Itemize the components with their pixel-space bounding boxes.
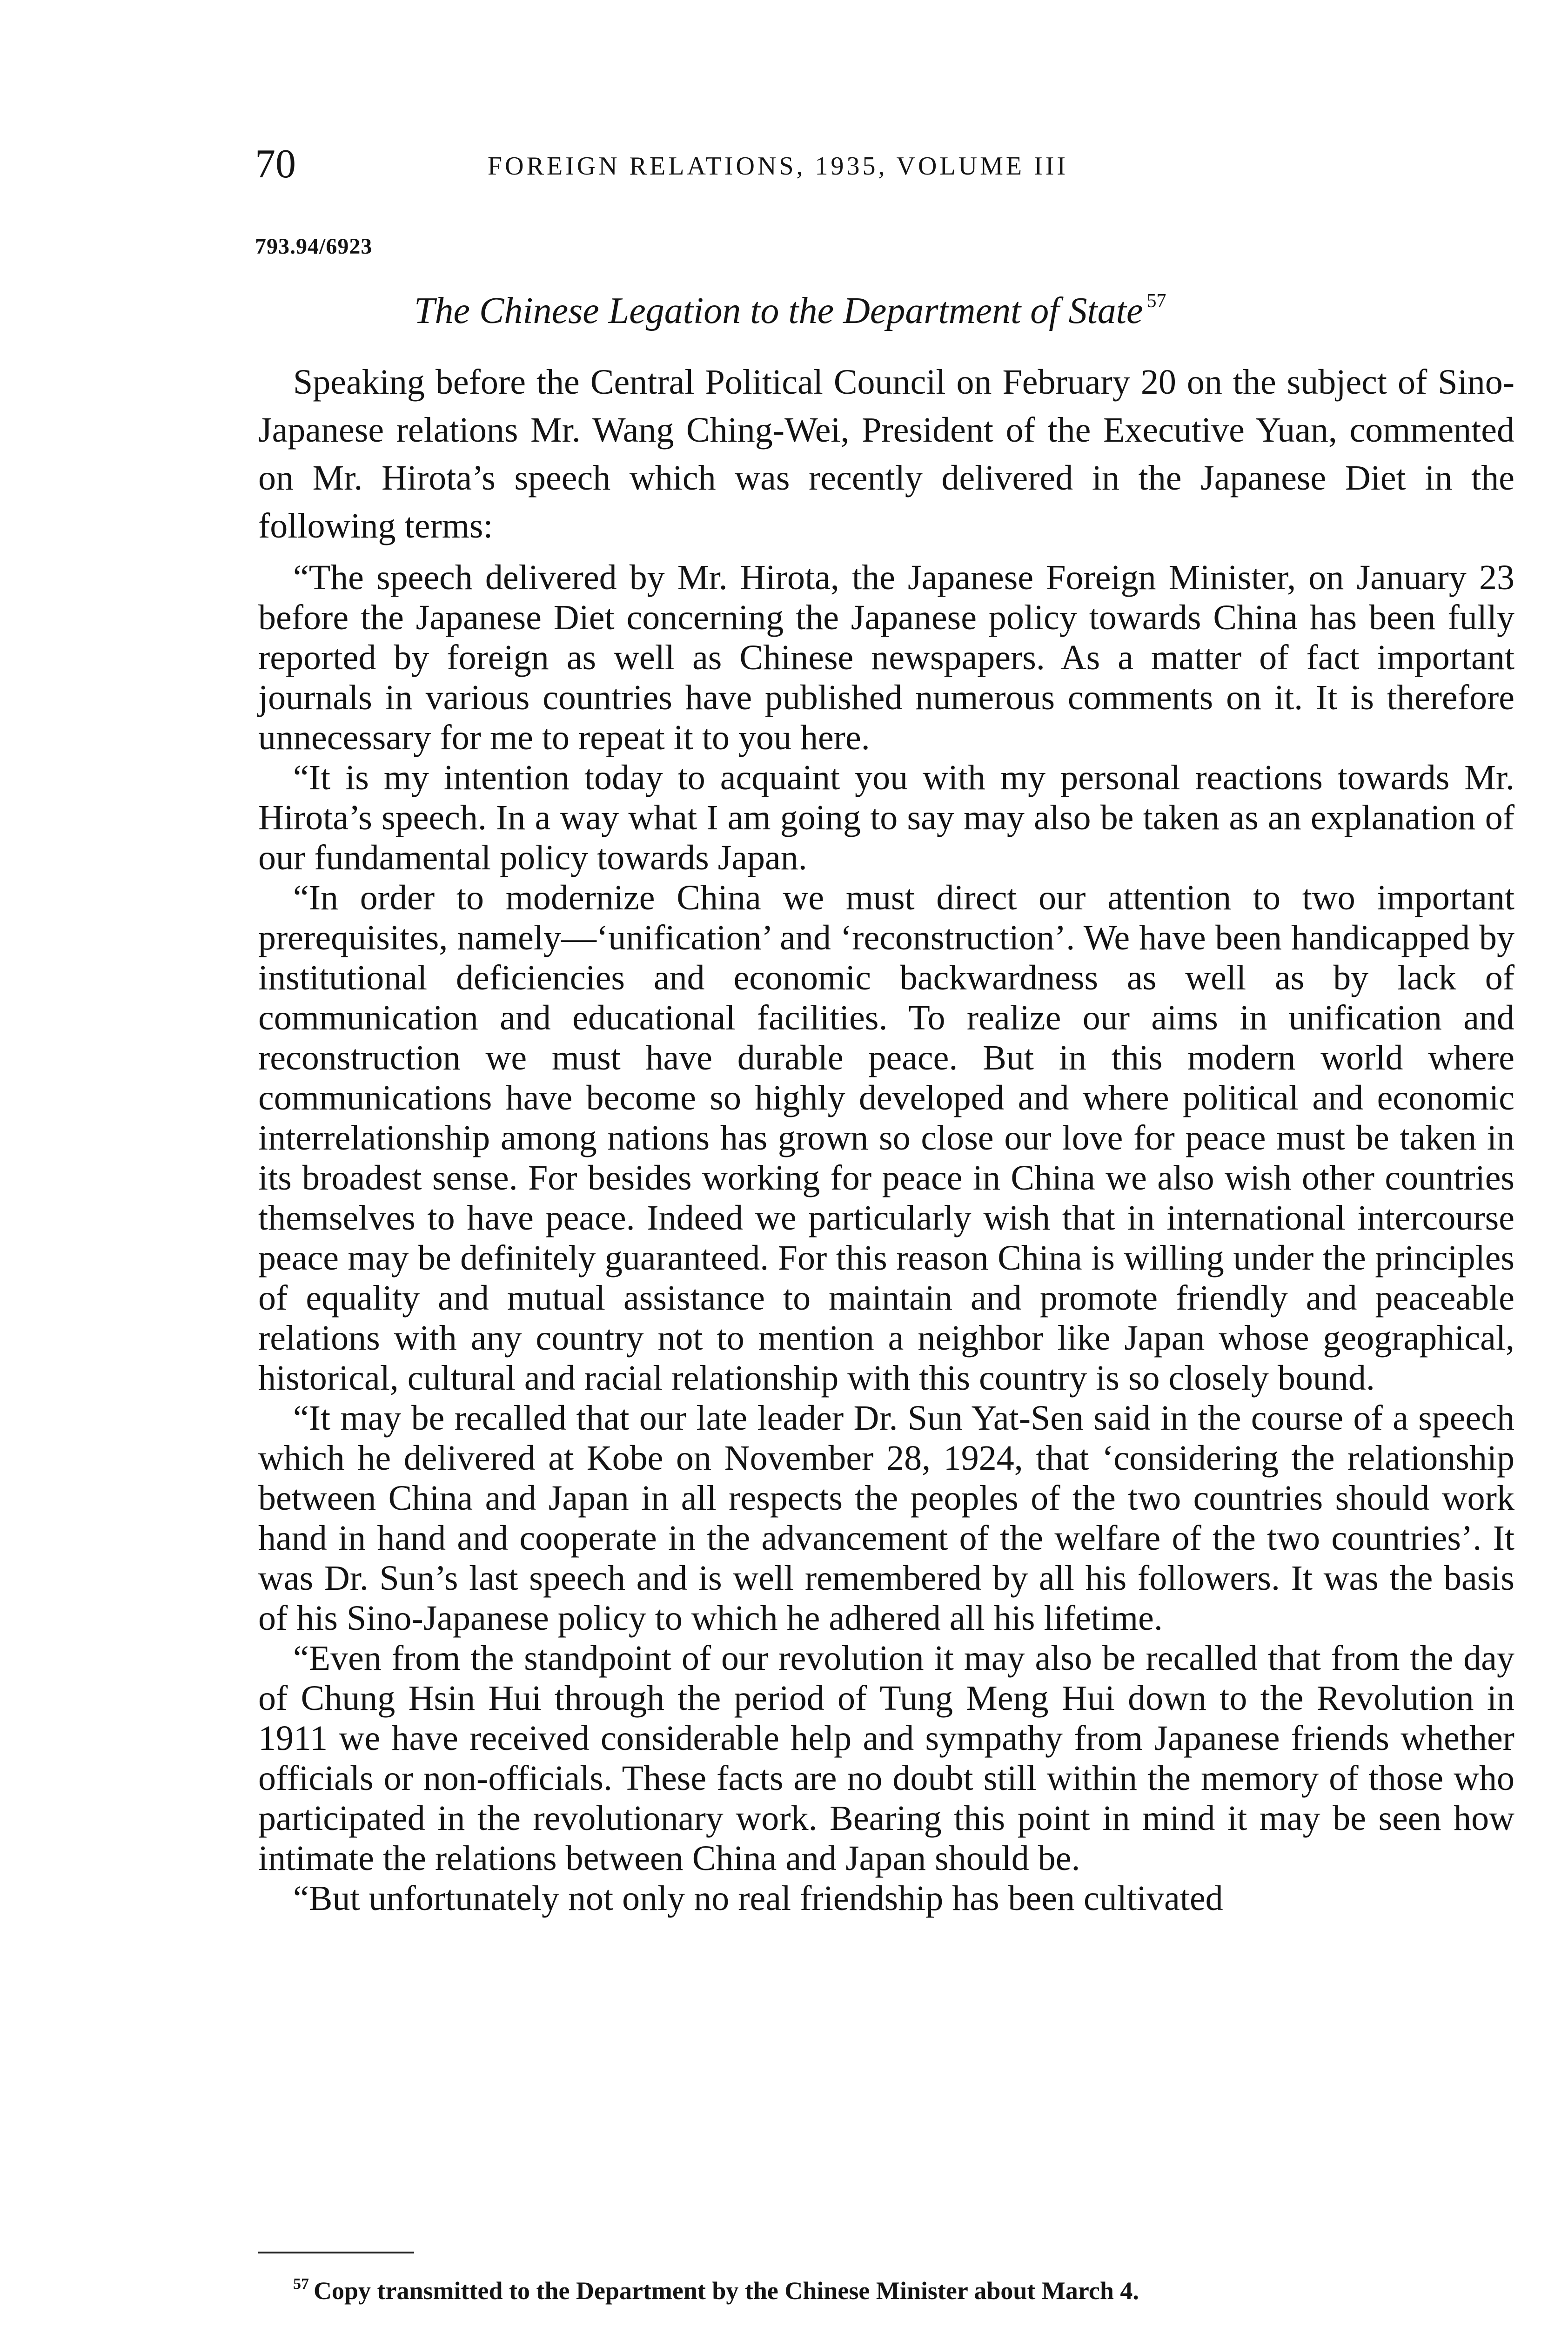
footnote xyxy=(293,2266,1139,2309)
document-title xyxy=(414,276,1166,336)
footnote-text: Copy transmitted to the Department by the Chinese Minister about March 4. xyxy=(314,2277,1139,2305)
quote-paragraph-6: “But unfortunately not only no real friendship has been cultivated xyxy=(293,1879,1223,1918)
footnote-reference: 57 xyxy=(1146,290,1166,312)
quote-paragraph-2: “It is my intention today to acquaint you with my personal reactions towards Mr. Hirota’s speech. In a way what I am going to say may also be taken as an explanation of our fundamental policy towards Japan. xyxy=(258,758,1514,877)
page-header xyxy=(255,139,1514,190)
page-number: 70 xyxy=(255,141,296,187)
document-body xyxy=(258,358,1514,1918)
footnote-divider xyxy=(258,2252,414,2253)
quote-paragraph-5: “Even from the standpoint of our revolution it may also be recalled that from the day of Chung Hsin Hui through the period of Tung Meng Hui down to the Revolution in 1911 we have received considerable help and sympathy from Japanese friends whether officials or non-officials. These facts are no doubt still within the memory of those who participated in the revolutionary work. Bearing this point in mind it may be seen how intimate the relations between China and Japan should be. xyxy=(258,1639,1514,1878)
quote-paragraph-3: “In order to modernize China we must direct our attention to two important prerequisites, namely—‘unification’ and ‘reconstruction’. We have been handicapped by institutional deficiencies and economic backwardness as well as by lack of communication and educational facilities. To realize our aims in unification and reconstruction we must have durable peace. But in this modern world where communications have become so highly developed and where political and economic interrelationship among nations has grown so close our love for peace must be taken in its broadest sense. For besides working for peace in China we also wish other countries themselves to have peace. Indeed we particularly wish that in international intercourse peace may be definitely guaranteed. For this reason China is willing under the principles of equality and mutual assistance to maintain and promote friendly and peaceable relations with any country not to mention a neighbor like Japan whose geographical, historical, cultural and racial relationship with this country is so closely bound. xyxy=(258,878,1514,1398)
footnote-marker: 57 xyxy=(293,2275,309,2293)
intro-paragraph: Speaking before the Central Political Council on February 20 on the subject of Sino-Japanese relations Mr. Wang Ching-Wei, President of the Executive Yuan, commented on Mr. Hirota’s speech which was recently delivered in the Japanese Diet in the following terms: xyxy=(258,363,1514,545)
running-head: FOREIGN RELATIONS, 1935, VOLUME III xyxy=(488,152,1069,181)
quote-paragraph-4: “It may be recalled that our late leader Dr. Sun Yat-Sen said in the course of a speech which he delivered at Kobe on November 28, 1924, that ‘considering the relationship between China and Japan in all respects the peoples of the two countries should work hand in hand and cooperate in the advancement of the welfare of the two countries’. It was Dr. Sun’s last speech and is well remembered by all his followers. It was the basis of his Sino-Japanese policy to which he adhered all his lifetime. xyxy=(258,1399,1514,1638)
file-number: 793.94/6923 xyxy=(255,234,373,259)
quote-paragraph-1: “The speech delivered by Mr. Hirota, the Japanese Foreign Minister, on January 23 before the Japanese Diet concerning the Japanese policy towards China has been fully reported by foreign as well as Chinese newspapers. As a matter of fact important journals in various countries have published numerous comments on it. It is therefore unnecessary for me to repeat it to you here. xyxy=(258,558,1514,757)
document-title-text: The Chinese Legation to the Department of State xyxy=(414,290,1143,331)
